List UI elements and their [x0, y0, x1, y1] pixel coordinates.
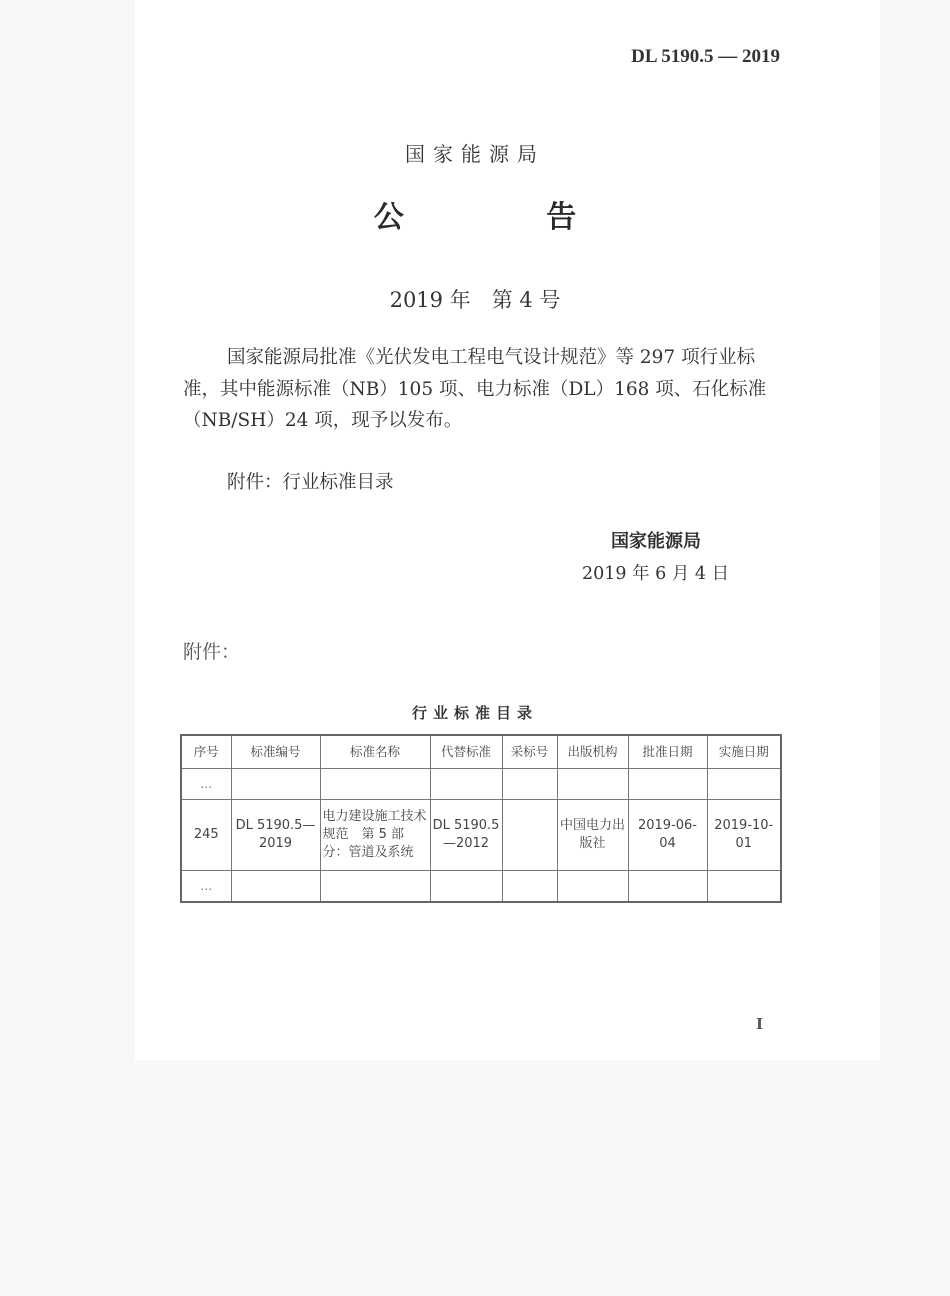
- column-header: 批准日期: [628, 735, 707, 769]
- cell-effective: 2019-10-01: [707, 800, 781, 871]
- signing-date: 2019 年 6 月 4 日: [582, 564, 730, 584]
- announcement-body: 国家能源局批准《光伏发电工程电气设计规范》等 297 项行业标准，其中能源标准（NB）105 项、电力标准（DL）168 项、石化标准（NB/SH）24 项，现予以发布。: [183, 347, 767, 431]
- signer: 国家能源局: [611, 531, 701, 552]
- column-header: 代替标准: [430, 735, 502, 769]
- attachment-reference: 附件：行业标准目录: [227, 472, 394, 493]
- announcement-title: 公 告: [373, 200, 643, 235]
- standards-table: [180, 734, 782, 903]
- column-header: 序号: [181, 735, 231, 769]
- cell-seq: …: [181, 769, 231, 800]
- cell-approved: 2019-06-04: [628, 800, 707, 871]
- cell-replaces: DL 5190.5—2012: [430, 800, 502, 871]
- table-row: [181, 800, 781, 871]
- table-header-row: [181, 735, 781, 769]
- column-header: 标准名称: [320, 735, 430, 769]
- cell-name: 电力建设施工技术规范 第 5 部分：管道及系统: [320, 800, 430, 871]
- table-title: 行业标准目录: [411, 704, 538, 722]
- table-row: [181, 871, 781, 903]
- table-row: [181, 769, 781, 800]
- column-header: 出版机构: [557, 735, 628, 769]
- cell-publisher: 中国电力出版社: [557, 800, 628, 871]
- cell-seq: 245: [181, 800, 231, 871]
- page-number: I: [756, 1015, 764, 1033]
- column-header: 采标号: [502, 735, 557, 769]
- announcement-number: 2019 年 第 4 号: [389, 288, 561, 312]
- document-code: DL 5190.5 — 2019: [631, 46, 780, 67]
- issuer-heading: 国家能源局: [405, 142, 545, 166]
- cell-code: DL 5190.5—2019: [231, 800, 320, 871]
- cell-seq: …: [181, 871, 231, 903]
- attachment-label: 附件：: [183, 641, 241, 663]
- column-header: 实施日期: [707, 735, 781, 769]
- cell-adopted: [502, 800, 557, 871]
- column-header: 标准编号: [231, 735, 320, 769]
